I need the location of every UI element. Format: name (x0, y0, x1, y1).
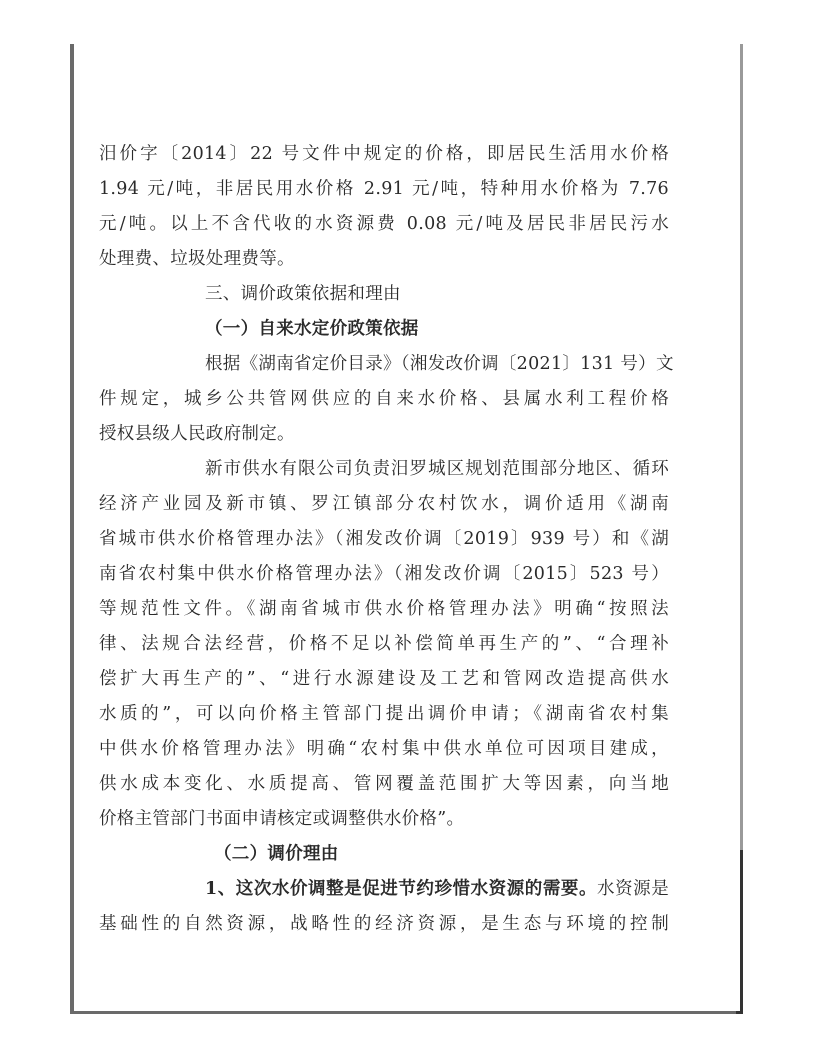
paragraph-line: 件规定，城乡公共管网供应的自来水价格、县属水利工程价格 (99, 389, 669, 409)
paragraph-line: 经济产业园及新市镇、罗江镇部分农村饮水，调价适用《湖南 (99, 494, 669, 514)
section-heading: 三、调价政策依据和理由 (205, 284, 401, 304)
paragraph-line: 基础性的自然资源，战略性的经济资源，是生态与环境的控制 (99, 914, 669, 934)
paragraph-line: 价格主管部门书面申请核定或调整供水价格”。 (99, 809, 465, 829)
paragraph-line: 律、法规合法经营，价格不足以补偿简单再生产的”、“合理补 (99, 634, 669, 654)
paragraph-line: 中供水价格管理办法》明确“农村集中供水单位可因项目建成， (99, 739, 669, 759)
paragraph-line (205, 877, 669, 901)
paragraph-line: 根据《湖南省定价目录》（湘发改价调〔2021〕131 号）文 (205, 354, 674, 374)
lead-sentence-continuation: 水资源是 (597, 879, 669, 899)
paragraph-line: 偿扩大再生产的”、“进行水源建设及工艺和管网改造提高供水 (99, 669, 669, 689)
paragraph-line: 水质的”，可以向价格主管部门提出调价申请；《湖南省农村集 (99, 704, 669, 724)
paragraph-line: 授权县级人民政府制定。 (99, 424, 295, 444)
scan-bottom-edge (70, 1011, 743, 1014)
paragraph-line: 等规范性文件。《湖南省城市供水价格管理办法》明确“按照法 (99, 599, 669, 619)
bold-lead-sentence: 1、这次水价调整是促进节约珍惜水资源的需要。 (205, 879, 598, 899)
subsection-heading: （一）自来水定价政策依据 (205, 319, 419, 339)
paragraph-line: 元/吨。以上不含代收的水资源费 0.08 元/吨及居民非居民污水 (99, 214, 669, 234)
paragraph-line: 供水成本变化、水质提高、管网覆盖范围扩大等因素，向当地 (99, 774, 669, 794)
paragraph-line: 南省农村集中供水价格管理办法》（湘发改价调〔2015〕523 号） (99, 564, 669, 584)
paragraph-line: 汨价字〔2014〕22 号文件中规定的价格，即居民生活用水价格 (99, 144, 669, 164)
paragraph-line: 省城市供水价格管理办法》（湘发改价调〔2019〕939 号）和《湖 (99, 529, 669, 549)
subsection-heading: （二）调价理由 (214, 844, 339, 864)
paragraph-line: 新市供水有限公司负责汨罗城区规划范围部分地区、循环 (205, 459, 669, 479)
paragraph-line: 处理费、垃圾处理费等。 (99, 249, 295, 269)
paragraph-line: 1.94 元/吨，非居民用水价格 2.91 元/吨，特种用水价格为 7.76 (99, 179, 669, 199)
